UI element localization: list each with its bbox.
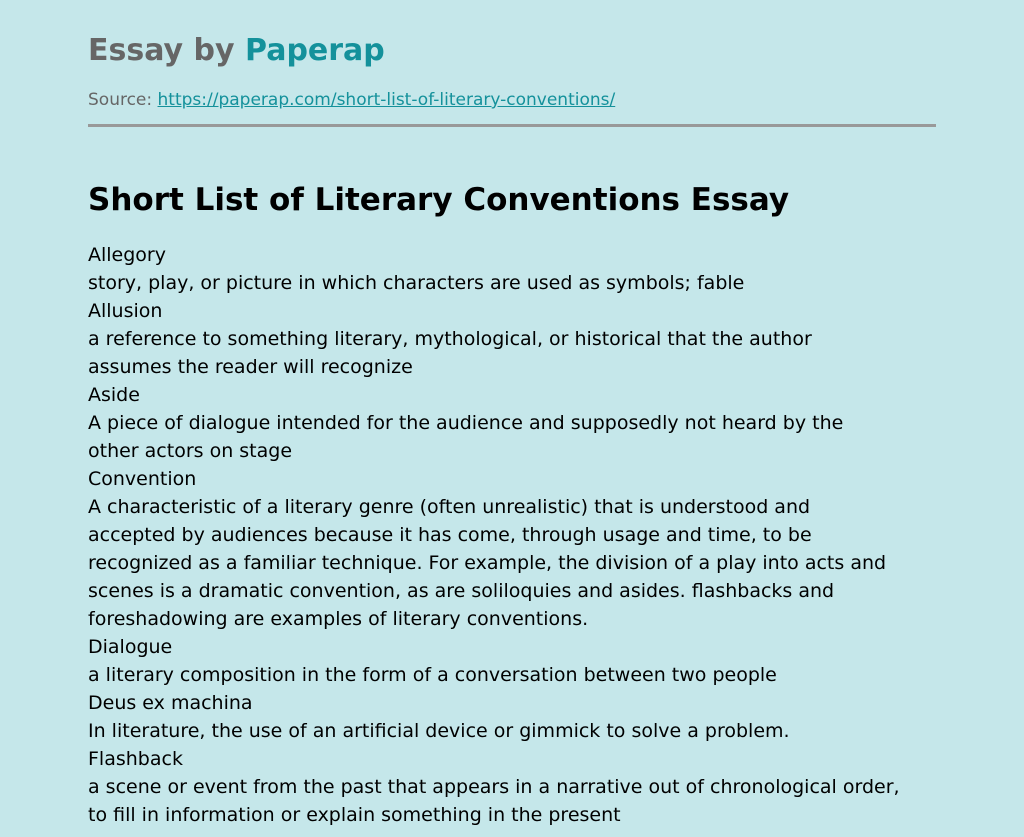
- definition-convention-line: A characteristic of a literary genre (often unrealistic) that is understood and: [88, 496, 811, 518]
- term-convention: Convention: [88, 468, 197, 490]
- term-allusion: Allusion: [88, 300, 163, 322]
- term-allegory: Allegory: [88, 244, 166, 266]
- source-label: Source:: [88, 90, 153, 110]
- definition-allegory: story, play, or picture in which characters are used as symbols; fable: [88, 272, 745, 294]
- header-divider: [88, 124, 936, 127]
- term-flashback: Flashback: [88, 748, 183, 770]
- source-link[interactable]: https://paperap.com/short-list-of-literary-conventions/: [157, 90, 616, 110]
- page-title: Short List of Literary Conventions Essay: [88, 182, 790, 218]
- definition-deus-ex-machina: In literature, the use of an artificial device or gimmick to solve a problem.: [88, 720, 790, 742]
- definition-convention-line: scenes is a dramatic convention, as are soliloquies and asides. flashbacks and: [88, 580, 835, 602]
- definition-allusion-line: a reference to something literary, mythological, or historical that the author: [88, 328, 812, 350]
- brand-prefix: Essay by: [88, 33, 235, 68]
- brand-name: Paperap: [245, 33, 385, 68]
- definition-flashback-line: a scene or event from the past that appears in a narrative out of chronological order,: [88, 776, 900, 798]
- definition-convention-line: accepted by audiences because it has come, through usage and time, to be: [88, 524, 812, 546]
- brand-header: [88, 30, 385, 72]
- definition-aside-line: other actors on stage: [88, 440, 293, 462]
- definition-convention-line: recognized as a familiar technique. For example, the division of a play into acts and: [88, 552, 887, 574]
- definition-flashback-line: to fill in information or explain something in the present: [88, 804, 621, 826]
- definition-aside-line: A piece of dialogue intended for the audience and supposedly not heard by the: [88, 412, 844, 434]
- definition-convention-line: foreshadowing are examples of literary conventions.: [88, 608, 589, 630]
- article-body: [88, 241, 948, 829]
- term-deus-ex-machina: Deus ex machina: [88, 692, 253, 714]
- source-line: [88, 88, 615, 112]
- definition-dialogue: a literary composition in the form of a conversation between two people: [88, 664, 777, 686]
- term-aside: Aside: [88, 384, 140, 406]
- definition-allusion-line: assumes the reader will recognize: [88, 356, 413, 378]
- term-dialogue: Dialogue: [88, 636, 173, 658]
